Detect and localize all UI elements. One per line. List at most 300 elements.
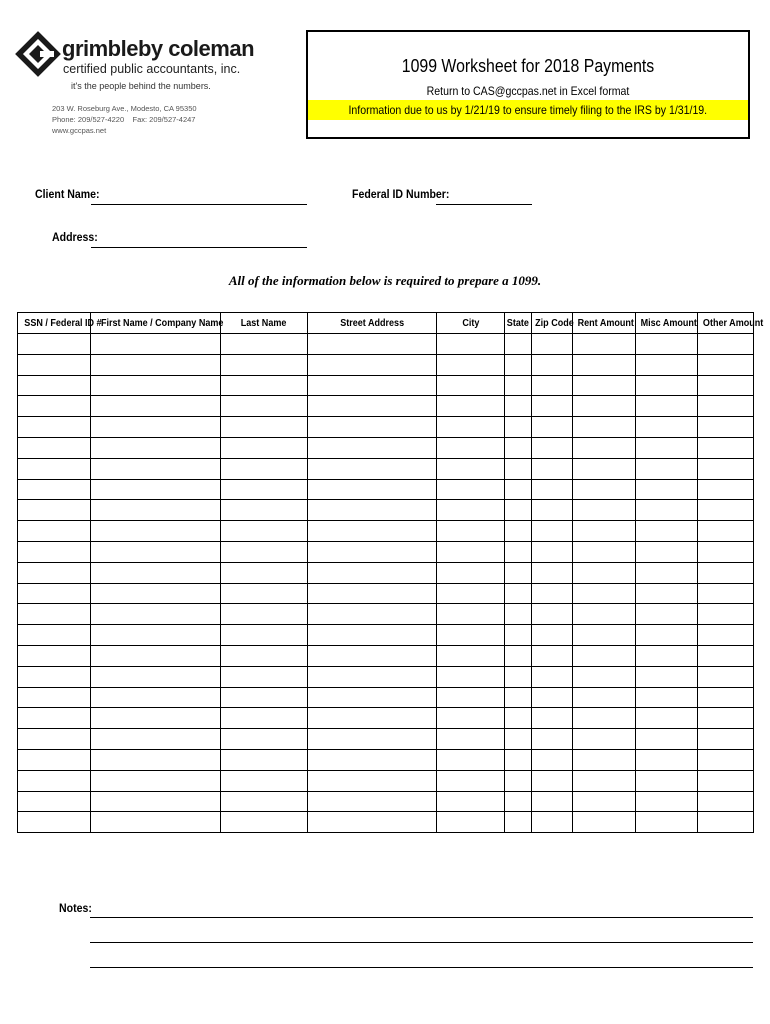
table-cell[interactable] bbox=[573, 708, 636, 729]
col-rent-header bbox=[573, 313, 636, 334]
table-cell[interactable] bbox=[221, 396, 308, 417]
table-cell[interactable] bbox=[573, 375, 636, 396]
table-cell[interactable] bbox=[91, 791, 221, 812]
table-cell[interactable] bbox=[437, 583, 505, 604]
table-cell[interactable] bbox=[91, 396, 221, 417]
payee-table bbox=[17, 312, 764, 833]
table-cell[interactable] bbox=[18, 354, 91, 375]
table-cell[interactable] bbox=[532, 625, 573, 646]
table-cell[interactable] bbox=[18, 375, 91, 396]
table-cell[interactable] bbox=[505, 791, 532, 812]
table-cell[interactable] bbox=[308, 479, 437, 500]
table-cell[interactable] bbox=[437, 479, 505, 500]
table-cell[interactable] bbox=[636, 604, 698, 625]
table-cell[interactable] bbox=[18, 458, 91, 479]
table-cell[interactable] bbox=[308, 791, 437, 812]
company-logo-block bbox=[16, 30, 276, 140]
table-cell[interactable] bbox=[698, 583, 754, 604]
table-cell[interactable] bbox=[505, 458, 532, 479]
table-cell[interactable] bbox=[437, 521, 505, 542]
table-cell[interactable] bbox=[91, 645, 221, 666]
company-phone: Phone: 209/527-4220 bbox=[52, 115, 125, 124]
table-cell[interactable] bbox=[505, 625, 532, 646]
col-last-name-label: Last Name bbox=[241, 317, 287, 329]
table-cell[interactable] bbox=[437, 562, 505, 583]
table-cell[interactable] bbox=[308, 625, 437, 646]
col-other-label: Other Amount bbox=[702, 317, 764, 329]
table-row bbox=[18, 375, 754, 396]
table-cell[interactable] bbox=[636, 500, 698, 521]
table-cell[interactable] bbox=[437, 666, 505, 687]
table-row bbox=[18, 417, 754, 438]
table-row bbox=[18, 770, 754, 791]
col-ssn-label: SSN / Federal ID # bbox=[24, 317, 102, 329]
company-name: grimbleby coleman bbox=[62, 36, 255, 61]
table-cell[interactable] bbox=[532, 437, 573, 458]
table-cell[interactable] bbox=[698, 687, 754, 708]
table-cell[interactable] bbox=[221, 625, 308, 646]
table-cell[interactable] bbox=[532, 500, 573, 521]
table-cell[interactable] bbox=[636, 334, 698, 355]
table-cell[interactable] bbox=[573, 479, 636, 500]
table-cell[interactable] bbox=[573, 562, 636, 583]
table-cell[interactable] bbox=[221, 479, 308, 500]
table-cell[interactable] bbox=[573, 812, 636, 833]
table-cell[interactable] bbox=[636, 562, 698, 583]
table-cell[interactable] bbox=[505, 687, 532, 708]
table-cell[interactable] bbox=[698, 458, 754, 479]
table-row bbox=[18, 812, 754, 833]
required-info-note: All of the information below is required to prepare a 1099. bbox=[228, 273, 542, 288]
notes-line-2[interactable] bbox=[90, 942, 753, 943]
table-cell[interactable] bbox=[573, 396, 636, 417]
table-cell[interactable] bbox=[91, 708, 221, 729]
company-phone-fax bbox=[52, 114, 197, 125]
table-cell[interactable] bbox=[636, 666, 698, 687]
table-cell[interactable] bbox=[91, 354, 221, 375]
table-cell[interactable] bbox=[91, 541, 221, 562]
col-zip-label: Zip Code bbox=[535, 317, 574, 329]
table-cell[interactable] bbox=[221, 562, 308, 583]
table-cell[interactable] bbox=[18, 791, 91, 812]
table-cell[interactable] bbox=[18, 770, 91, 791]
table-cell[interactable] bbox=[636, 770, 698, 791]
table-cell[interactable] bbox=[532, 812, 573, 833]
table-cell[interactable] bbox=[698, 500, 754, 521]
table-cell[interactable] bbox=[221, 437, 308, 458]
table-cell[interactable] bbox=[221, 375, 308, 396]
table-cell[interactable] bbox=[636, 375, 698, 396]
table-cell[interactable] bbox=[18, 334, 91, 355]
company-fax: Fax: 209/527-4247 bbox=[132, 115, 196, 124]
col-state-header bbox=[505, 313, 532, 334]
table-cell[interactable] bbox=[18, 396, 91, 417]
table-cell[interactable] bbox=[221, 645, 308, 666]
table-cell[interactable] bbox=[91, 500, 221, 521]
table-cell[interactable] bbox=[636, 625, 698, 646]
table-cell[interactable] bbox=[636, 583, 698, 604]
table-cell[interactable] bbox=[698, 541, 754, 562]
table-cell[interactable] bbox=[308, 521, 437, 542]
table-cell[interactable] bbox=[636, 479, 698, 500]
table-cell[interactable] bbox=[437, 729, 505, 750]
table-cell[interactable] bbox=[532, 334, 573, 355]
table-cell[interactable] bbox=[18, 583, 91, 604]
table-cell[interactable] bbox=[698, 417, 754, 438]
table-row bbox=[18, 687, 754, 708]
table-cell[interactable] bbox=[505, 583, 532, 604]
table-cell[interactable] bbox=[532, 791, 573, 812]
table-cell[interactable] bbox=[308, 375, 437, 396]
table-cell[interactable] bbox=[532, 729, 573, 750]
table-cell[interactable] bbox=[437, 375, 505, 396]
client-name-label: Client Name: bbox=[35, 187, 100, 201]
table-cell[interactable] bbox=[636, 437, 698, 458]
table-cell[interactable] bbox=[221, 354, 308, 375]
gc-diamond-logo-icon bbox=[16, 32, 60, 76]
table-row bbox=[18, 396, 754, 417]
table-cell[interactable] bbox=[573, 770, 636, 791]
table-cell[interactable] bbox=[437, 770, 505, 791]
table-cell[interactable] bbox=[18, 812, 91, 833]
table-cell[interactable] bbox=[221, 729, 308, 750]
table-cell[interactable] bbox=[505, 437, 532, 458]
table-cell[interactable] bbox=[698, 666, 754, 687]
table-cell[interactable] bbox=[308, 812, 437, 833]
table-cell[interactable] bbox=[505, 500, 532, 521]
table-cell[interactable] bbox=[573, 437, 636, 458]
table-row bbox=[18, 521, 754, 542]
table-cell[interactable] bbox=[18, 521, 91, 542]
table-cell[interactable] bbox=[573, 583, 636, 604]
table-cell[interactable] bbox=[308, 749, 437, 770]
table-cell[interactable] bbox=[573, 625, 636, 646]
table-cell[interactable] bbox=[505, 770, 532, 791]
federal-id-field[interactable] bbox=[436, 204, 532, 205]
table-cell[interactable] bbox=[573, 354, 636, 375]
table-cell[interactable] bbox=[437, 541, 505, 562]
table-cell[interactable] bbox=[532, 645, 573, 666]
table-cell[interactable] bbox=[308, 666, 437, 687]
table-cell[interactable] bbox=[573, 417, 636, 438]
table-cell[interactable] bbox=[573, 729, 636, 750]
table-cell[interactable] bbox=[532, 562, 573, 583]
company-website: www.gccpas.net bbox=[52, 126, 107, 135]
return-instructions: Return to CAS@gccpas.net in Excel format bbox=[426, 84, 630, 98]
table-cell[interactable] bbox=[636, 396, 698, 417]
notes-line-3[interactable] bbox=[90, 967, 753, 968]
table-cell[interactable] bbox=[308, 645, 437, 666]
table-cell[interactable] bbox=[18, 749, 91, 770]
table-cell[interactable] bbox=[698, 729, 754, 750]
table-cell[interactable] bbox=[221, 521, 308, 542]
table-cell[interactable] bbox=[308, 354, 437, 375]
table-cell[interactable] bbox=[573, 645, 636, 666]
col-misc-label: Misc Amount bbox=[640, 317, 697, 329]
table-cell[interactable] bbox=[532, 770, 573, 791]
table-row bbox=[18, 334, 754, 355]
table-cell[interactable] bbox=[505, 334, 532, 355]
table-cell[interactable] bbox=[91, 375, 221, 396]
col-state-label: State bbox=[506, 317, 530, 329]
table-cell[interactable] bbox=[698, 375, 754, 396]
table-cell[interactable] bbox=[221, 749, 308, 770]
table-cell[interactable] bbox=[532, 708, 573, 729]
col-street-header bbox=[308, 313, 437, 334]
table-cell[interactable] bbox=[698, 334, 754, 355]
table-cell[interactable] bbox=[532, 354, 573, 375]
table-cell[interactable] bbox=[573, 666, 636, 687]
table-row bbox=[18, 458, 754, 479]
table-cell[interactable] bbox=[308, 604, 437, 625]
table-cell[interactable] bbox=[437, 396, 505, 417]
table-cell[interactable] bbox=[573, 541, 636, 562]
company-subtitle: certified public accountants, inc. bbox=[63, 62, 241, 76]
table-cell[interactable] bbox=[221, 458, 308, 479]
table-cell[interactable] bbox=[308, 770, 437, 791]
table-cell[interactable] bbox=[91, 625, 221, 646]
table-cell[interactable] bbox=[505, 521, 532, 542]
table-cell[interactable] bbox=[91, 334, 221, 355]
col-rent-label: Rent Amount bbox=[577, 317, 634, 329]
table-cell[interactable] bbox=[91, 437, 221, 458]
notes-line-1[interactable] bbox=[90, 917, 753, 918]
table-cell[interactable] bbox=[698, 354, 754, 375]
table-cell[interactable] bbox=[505, 708, 532, 729]
table-cell[interactable] bbox=[308, 583, 437, 604]
client-name-field[interactable] bbox=[91, 204, 307, 205]
table-cell[interactable] bbox=[698, 749, 754, 770]
table-cell[interactable] bbox=[18, 687, 91, 708]
table-header-row bbox=[18, 313, 754, 334]
table-cell[interactable] bbox=[437, 812, 505, 833]
page-title: 1099 Worksheet for 2018 Payments bbox=[401, 56, 655, 76]
table-cell[interactable] bbox=[91, 729, 221, 750]
table-cell[interactable] bbox=[636, 687, 698, 708]
table-row bbox=[18, 604, 754, 625]
table-cell[interactable] bbox=[698, 645, 754, 666]
table-cell[interactable] bbox=[221, 500, 308, 521]
table-cell[interactable] bbox=[308, 500, 437, 521]
table-cell[interactable] bbox=[505, 541, 532, 562]
table-cell[interactable] bbox=[308, 729, 437, 750]
table-cell[interactable] bbox=[636, 729, 698, 750]
table-cell[interactable] bbox=[221, 687, 308, 708]
table-cell[interactable] bbox=[221, 334, 308, 355]
table-row bbox=[18, 437, 754, 458]
table-cell[interactable] bbox=[532, 687, 573, 708]
table-cell[interactable] bbox=[505, 666, 532, 687]
table-cell[interactable] bbox=[221, 666, 308, 687]
table-cell[interactable] bbox=[573, 521, 636, 542]
table-cell[interactable] bbox=[91, 562, 221, 583]
table-cell[interactable] bbox=[18, 500, 91, 521]
table-cell[interactable] bbox=[308, 417, 437, 438]
table-row bbox=[18, 354, 754, 375]
table-cell[interactable] bbox=[532, 583, 573, 604]
table-cell[interactable] bbox=[636, 749, 698, 770]
table-cell[interactable] bbox=[636, 708, 698, 729]
table-cell[interactable] bbox=[18, 666, 91, 687]
table-cell[interactable] bbox=[221, 417, 308, 438]
col-street-label: Street Address bbox=[340, 317, 404, 329]
table-cell[interactable] bbox=[18, 562, 91, 583]
table-cell[interactable] bbox=[91, 770, 221, 791]
table-cell[interactable] bbox=[18, 645, 91, 666]
table-cell[interactable] bbox=[505, 396, 532, 417]
table-cell[interactable] bbox=[532, 396, 573, 417]
table-cell[interactable] bbox=[308, 541, 437, 562]
table-cell[interactable] bbox=[308, 562, 437, 583]
table-cell[interactable] bbox=[532, 479, 573, 500]
table-cell[interactable] bbox=[505, 729, 532, 750]
table-row bbox=[18, 583, 754, 604]
table-cell[interactable] bbox=[505, 604, 532, 625]
table-cell[interactable] bbox=[221, 770, 308, 791]
col-city-header bbox=[437, 313, 505, 334]
table-cell[interactable] bbox=[221, 708, 308, 729]
table-cell[interactable] bbox=[698, 708, 754, 729]
table-cell[interactable] bbox=[573, 500, 636, 521]
table-cell[interactable] bbox=[308, 708, 437, 729]
table-cell[interactable] bbox=[698, 521, 754, 542]
company-tagline: it's the people behind the numbers. bbox=[71, 81, 211, 91]
table-cell[interactable] bbox=[18, 625, 91, 646]
table-cell[interactable] bbox=[636, 791, 698, 812]
table-cell[interactable] bbox=[532, 417, 573, 438]
table-cell[interactable] bbox=[308, 396, 437, 417]
table-row bbox=[18, 749, 754, 770]
table-cell[interactable] bbox=[18, 417, 91, 438]
table-cell[interactable] bbox=[437, 625, 505, 646]
table-cell[interactable] bbox=[698, 770, 754, 791]
table-cell[interactable] bbox=[505, 562, 532, 583]
table-cell[interactable] bbox=[437, 354, 505, 375]
table-cell[interactable] bbox=[505, 645, 532, 666]
table-cell[interactable] bbox=[532, 521, 573, 542]
table-cell[interactable] bbox=[437, 708, 505, 729]
table-cell[interactable] bbox=[698, 562, 754, 583]
table-cell[interactable] bbox=[698, 791, 754, 812]
address-label: Address: bbox=[52, 230, 98, 244]
table-cell[interactable] bbox=[18, 729, 91, 750]
table-cell[interactable] bbox=[573, 458, 636, 479]
table-cell[interactable] bbox=[437, 791, 505, 812]
table-cell[interactable] bbox=[91, 417, 221, 438]
due-date-banner bbox=[308, 100, 748, 120]
table-cell[interactable] bbox=[505, 354, 532, 375]
table-cell[interactable] bbox=[636, 812, 698, 833]
worksheet-title-box bbox=[306, 30, 750, 139]
table-cell[interactable] bbox=[505, 375, 532, 396]
table-cell[interactable] bbox=[91, 604, 221, 625]
table-cell[interactable] bbox=[308, 458, 437, 479]
table-cell[interactable] bbox=[573, 604, 636, 625]
table-cell[interactable] bbox=[18, 708, 91, 729]
table-cell[interactable] bbox=[573, 791, 636, 812]
table-cell[interactable] bbox=[437, 500, 505, 521]
table-cell[interactable] bbox=[91, 666, 221, 687]
table-cell[interactable] bbox=[91, 583, 221, 604]
table-cell[interactable] bbox=[505, 417, 532, 438]
table-cell[interactable] bbox=[636, 521, 698, 542]
table-cell[interactable] bbox=[573, 687, 636, 708]
federal-id-label: Federal ID Number: bbox=[352, 187, 450, 201]
table-cell[interactable] bbox=[532, 375, 573, 396]
table-cell[interactable] bbox=[18, 541, 91, 562]
table-cell[interactable] bbox=[505, 749, 532, 770]
table-cell[interactable] bbox=[308, 437, 437, 458]
table-cell[interactable] bbox=[532, 604, 573, 625]
table-cell[interactable] bbox=[532, 749, 573, 770]
table-cell[interactable] bbox=[698, 812, 754, 833]
table-cell[interactable] bbox=[636, 541, 698, 562]
table-cell[interactable] bbox=[505, 479, 532, 500]
table-cell[interactable] bbox=[437, 749, 505, 770]
table-row bbox=[18, 479, 754, 500]
table-cell[interactable] bbox=[221, 604, 308, 625]
table-cell[interactable] bbox=[91, 521, 221, 542]
table-cell[interactable] bbox=[698, 604, 754, 625]
table-cell[interactable] bbox=[437, 417, 505, 438]
table-cell[interactable] bbox=[437, 437, 505, 458]
table-cell[interactable] bbox=[91, 749, 221, 770]
table-cell[interactable] bbox=[18, 479, 91, 500]
table-cell[interactable] bbox=[221, 812, 308, 833]
table-row bbox=[18, 541, 754, 562]
table-cell[interactable] bbox=[532, 458, 573, 479]
table-cell[interactable] bbox=[532, 666, 573, 687]
table-cell[interactable] bbox=[698, 437, 754, 458]
table-cell[interactable] bbox=[437, 334, 505, 355]
table-cell[interactable] bbox=[91, 458, 221, 479]
table-cell[interactable] bbox=[221, 791, 308, 812]
table-cell[interactable] bbox=[91, 479, 221, 500]
table-cell[interactable] bbox=[437, 458, 505, 479]
col-first-name-header bbox=[91, 313, 224, 334]
table-cell[interactable] bbox=[18, 437, 91, 458]
table-cell[interactable] bbox=[698, 625, 754, 646]
table-cell[interactable] bbox=[636, 645, 698, 666]
table-cell[interactable] bbox=[636, 458, 698, 479]
table-row bbox=[18, 625, 754, 646]
table-cell[interactable] bbox=[636, 417, 698, 438]
col-ssn-header bbox=[18, 313, 102, 334]
table-cell[interactable] bbox=[91, 812, 221, 833]
table-cell[interactable] bbox=[437, 604, 505, 625]
table-cell[interactable] bbox=[18, 604, 91, 625]
table-cell[interactable] bbox=[437, 645, 505, 666]
table-cell[interactable] bbox=[308, 334, 437, 355]
table-cell[interactable] bbox=[532, 541, 573, 562]
table-row bbox=[18, 645, 754, 666]
table-cell[interactable] bbox=[573, 749, 636, 770]
table-cell[interactable] bbox=[636, 354, 698, 375]
table-cell[interactable] bbox=[437, 687, 505, 708]
table-cell[interactable] bbox=[308, 687, 437, 708]
table-cell[interactable] bbox=[573, 334, 636, 355]
table-cell[interactable] bbox=[698, 396, 754, 417]
col-last-name-header bbox=[221, 313, 308, 334]
table-cell[interactable] bbox=[505, 812, 532, 833]
address-field[interactable] bbox=[91, 247, 307, 248]
table-cell[interactable] bbox=[221, 583, 308, 604]
due-date-text: Information due to us by 1/21/19 to ensure timely filing to the IRS by 1/31/19. bbox=[348, 103, 708, 117]
col-first-name-label: First Name / Company Name bbox=[100, 317, 224, 329]
table-cell[interactable] bbox=[698, 479, 754, 500]
table-cell[interactable] bbox=[91, 687, 221, 708]
table-cell[interactable] bbox=[221, 541, 308, 562]
